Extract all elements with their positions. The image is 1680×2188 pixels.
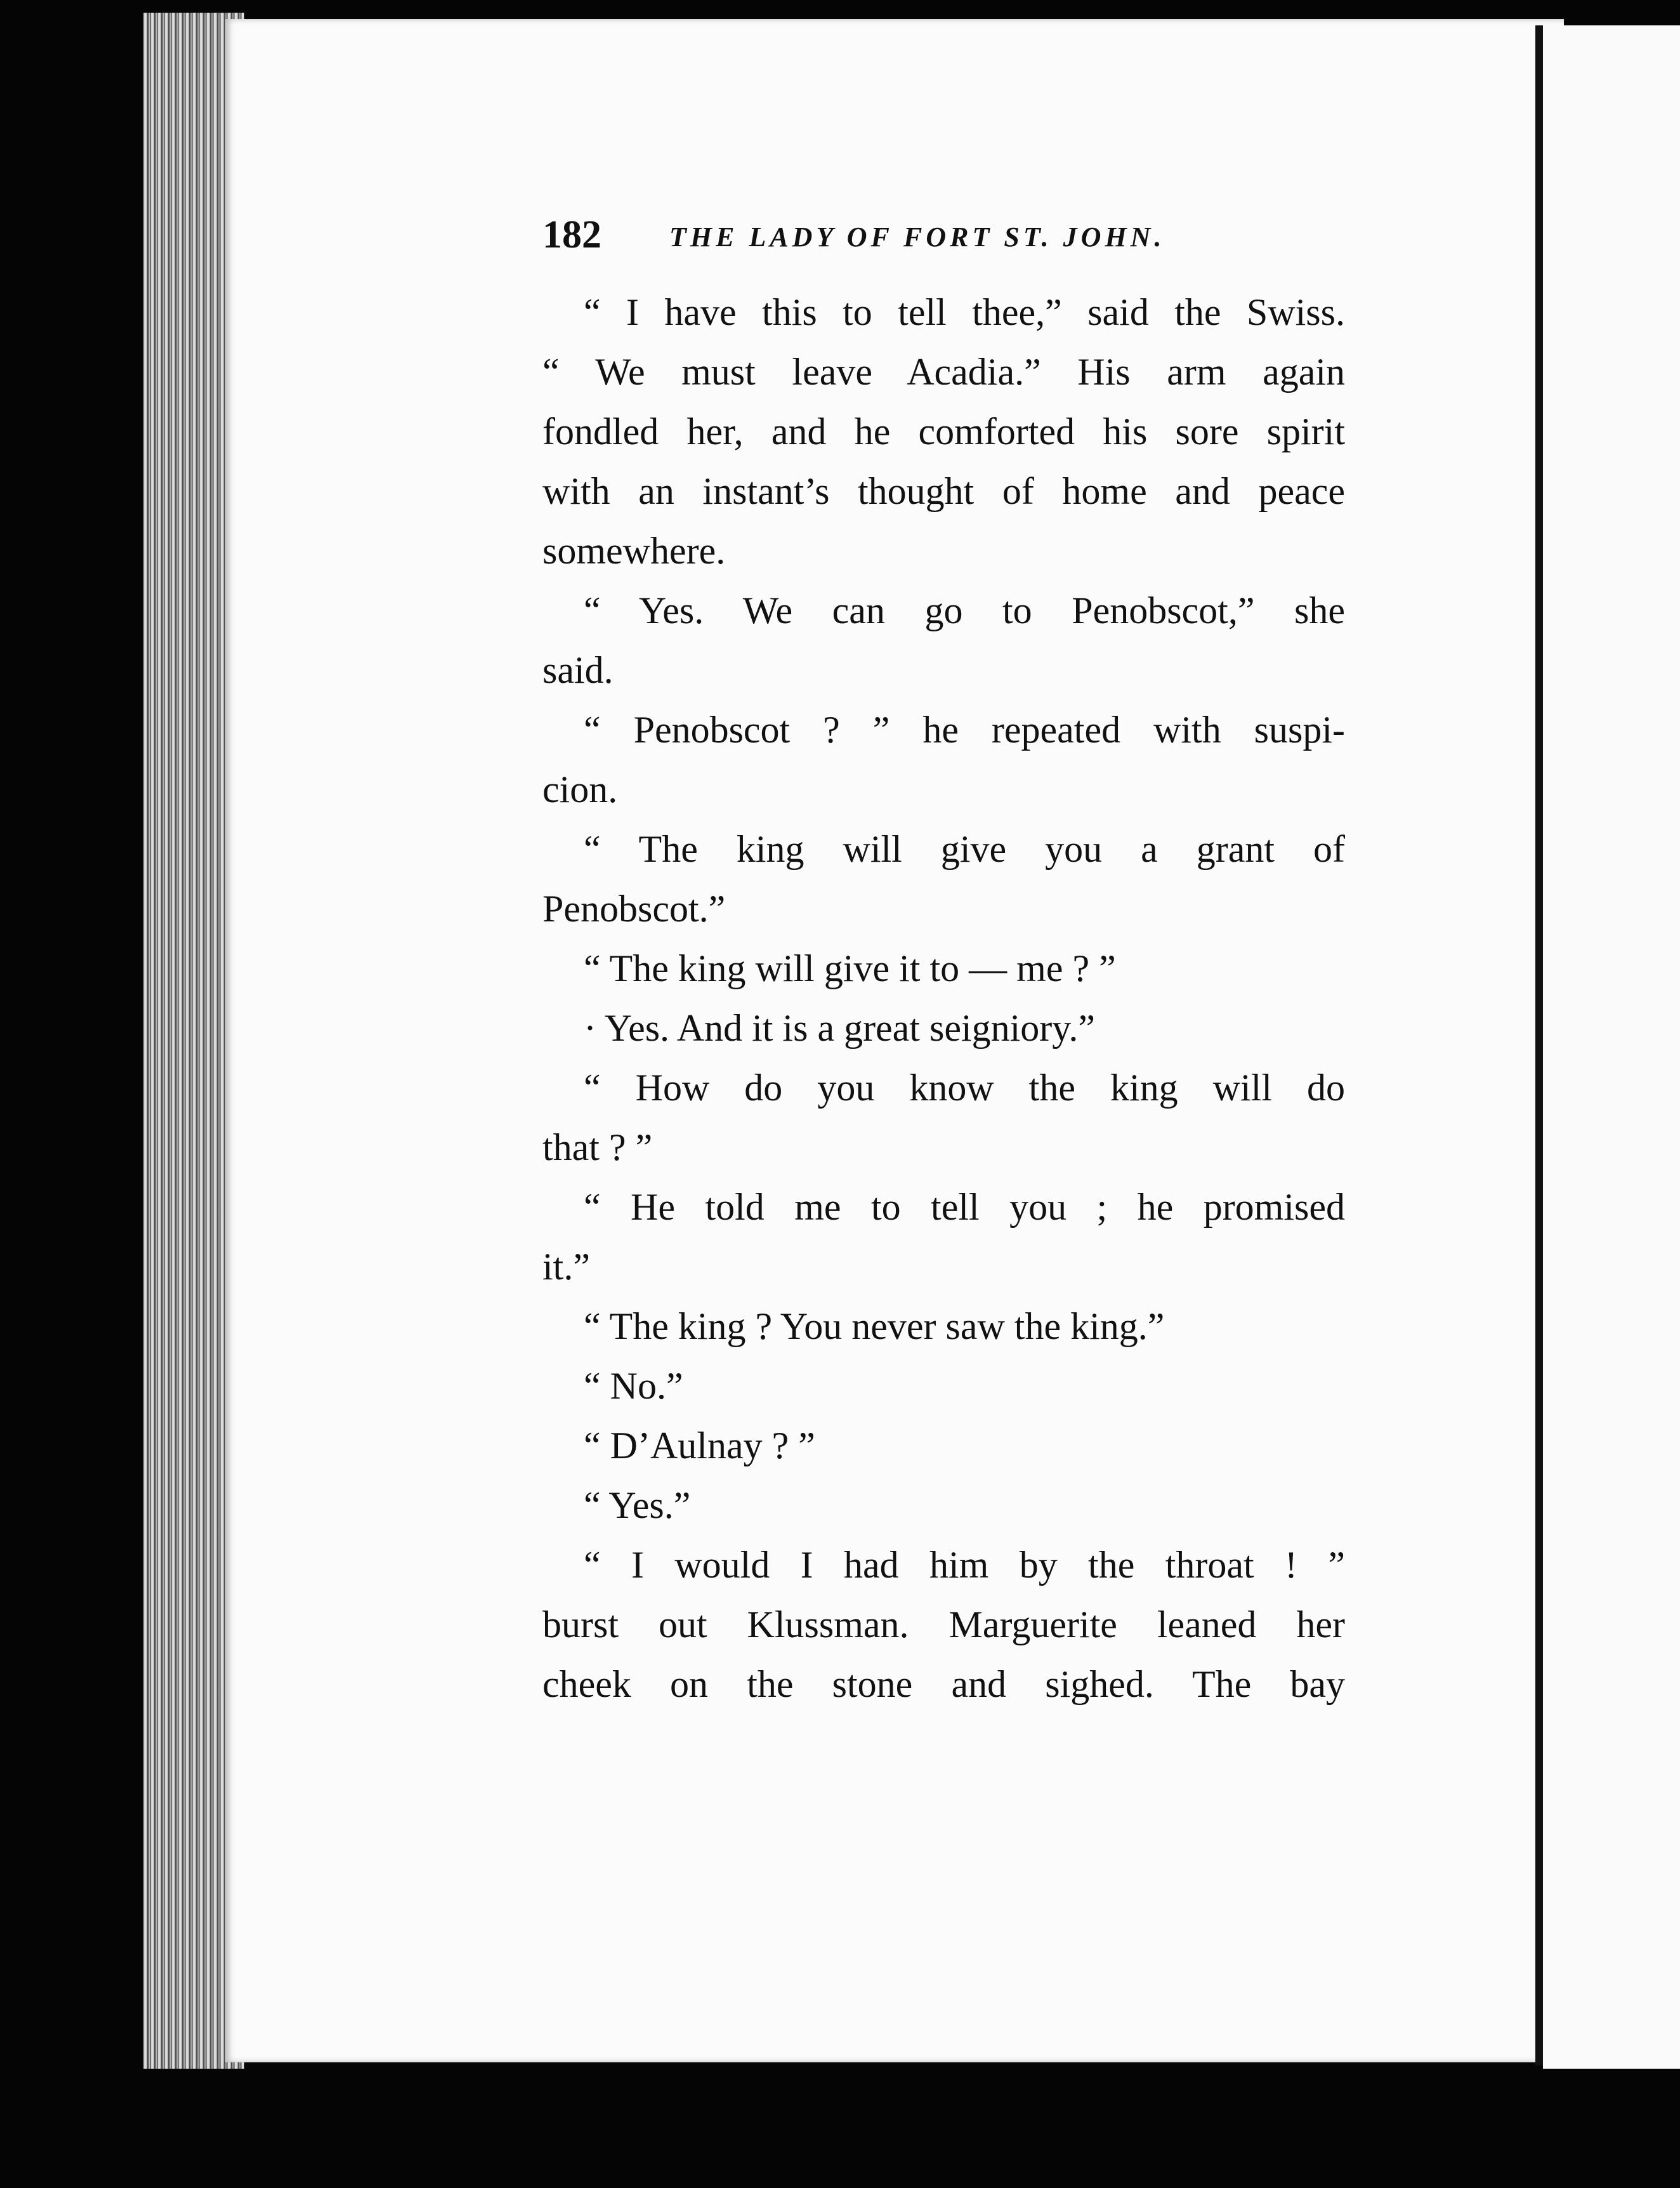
- text-line: “ He told me to tell you ; he promised: [584, 1186, 1345, 1228]
- running-title: THE LADY OF FORT ST. JOHN.: [669, 221, 1165, 253]
- text-line: “ The king ? You never saw the king.”: [584, 1305, 1165, 1347]
- text-line: Penobscot.”: [542, 888, 726, 930]
- text-line: “ The king will give you a grant of: [584, 828, 1345, 870]
- text-line: cion.: [542, 768, 618, 810]
- text-line: somewhere.: [542, 530, 726, 572]
- text-line: “ How do you know the king will do: [584, 1067, 1345, 1109]
- text-line: “ Yes.”: [584, 1484, 691, 1526]
- text-line: “ I have this to tell thee,” said the Swiss.: [584, 291, 1345, 333]
- text-line: “ The king will give it to — me ? ”: [584, 947, 1116, 989]
- text-line: “ I would I had him by the throat ! ”: [584, 1544, 1345, 1586]
- text-line: with an instant’s thought of home and peace: [542, 470, 1345, 512]
- text-line: “ No.”: [584, 1365, 683, 1407]
- gutter-shadow: [1535, 25, 1543, 2066]
- text-line: “ We must leave Acadia.” His arm again: [542, 351, 1345, 393]
- page-header: [542, 209, 1348, 260]
- text-line: said.: [542, 649, 614, 691]
- text-line: that ? ”: [542, 1126, 653, 1168]
- text-line: “ Yes. We can go to Penobscot,” she: [584, 590, 1345, 631]
- page-number: 182: [542, 213, 601, 256]
- text-line: burst out Klussman. Marguerite leaned her: [542, 1604, 1345, 1645]
- facing-page-edge: [1543, 25, 1680, 2069]
- body-text: [542, 282, 1345, 1714]
- text-line: fondled her, and he comforted his sore spirit: [542, 411, 1345, 452]
- text-line: it.”: [542, 1246, 590, 1288]
- text-line: “ Penobscot ? ” he repeated with suspi-: [584, 709, 1345, 751]
- text-line: · Yes. And it is a great seigniory.”: [584, 1007, 1096, 1049]
- text-line: cheek on the stone and sighed. The bay: [542, 1663, 1345, 1705]
- text-line: “ D’Aulnay ? ”: [584, 1425, 815, 1466]
